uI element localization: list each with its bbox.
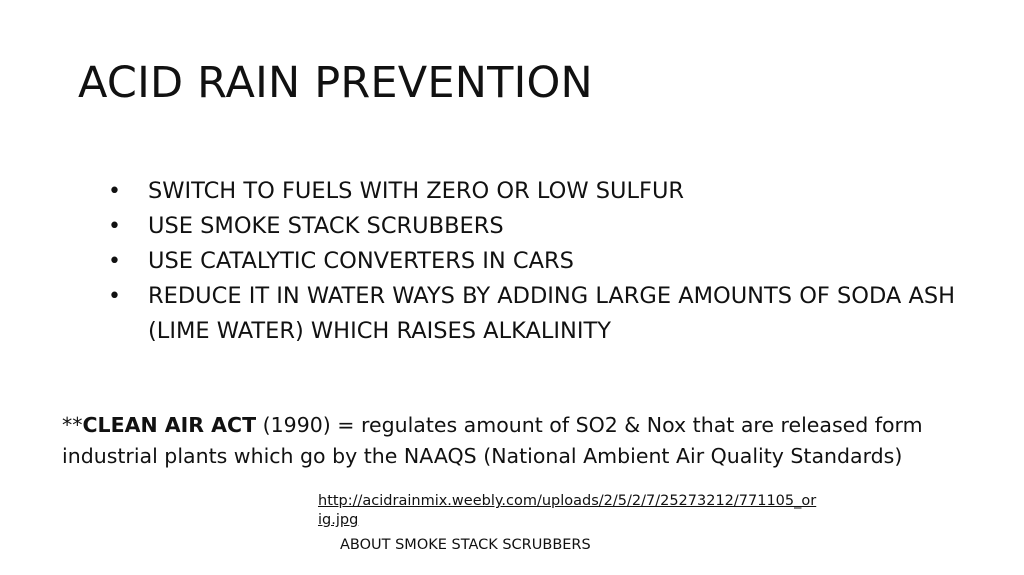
bullet-list — [108, 174, 988, 349]
bullet-text: USE CATALYTIC CONVERTERS IN CARS — [148, 248, 574, 274]
bullet-item — [108, 279, 988, 349]
bullet-dot-icon: • — [108, 249, 121, 274]
bullet-text: USE SMOKE STACK SCRUBBERS — [148, 213, 504, 239]
bullet-item — [108, 209, 988, 244]
note-bold-term: CLEAN AIR ACT — [82, 413, 257, 437]
note-prefix: ** — [62, 413, 83, 437]
bullet-dot-icon: • — [108, 179, 121, 204]
bullet-dot-icon: • — [108, 284, 121, 309]
bullet-item — [108, 244, 988, 279]
clean-air-act-note — [62, 410, 962, 472]
bullet-text: SWITCH TO FUELS WITH ZERO OR LOW SULFUR — [148, 178, 685, 204]
note-text: (1990) = regulates amount of SO2 & Nox that are released form industrial plants which go by the NAAQS (National Ambient Air Quality Standards) — [62, 413, 923, 468]
slide-title: ACID RAIN PREVENTION — [78, 58, 593, 108]
bullet-item — [108, 174, 988, 209]
bullet-text: REDUCE IT IN WATER WAYS BY ADDING LARGE AMOUNTS OF SODA ASH (LIME WATER) WHICH RAISES ALKALINITY — [148, 283, 956, 344]
image-caption: ABOUT SMOKE STACK SCRUBBERS — [340, 537, 591, 553]
source-link[interactable]: http://acidrainmix.weebly.com/uploads/2/5/2/7/25273212/771105_orig.jpg — [318, 493, 817, 528]
bullet-dot-icon: • — [108, 214, 121, 239]
